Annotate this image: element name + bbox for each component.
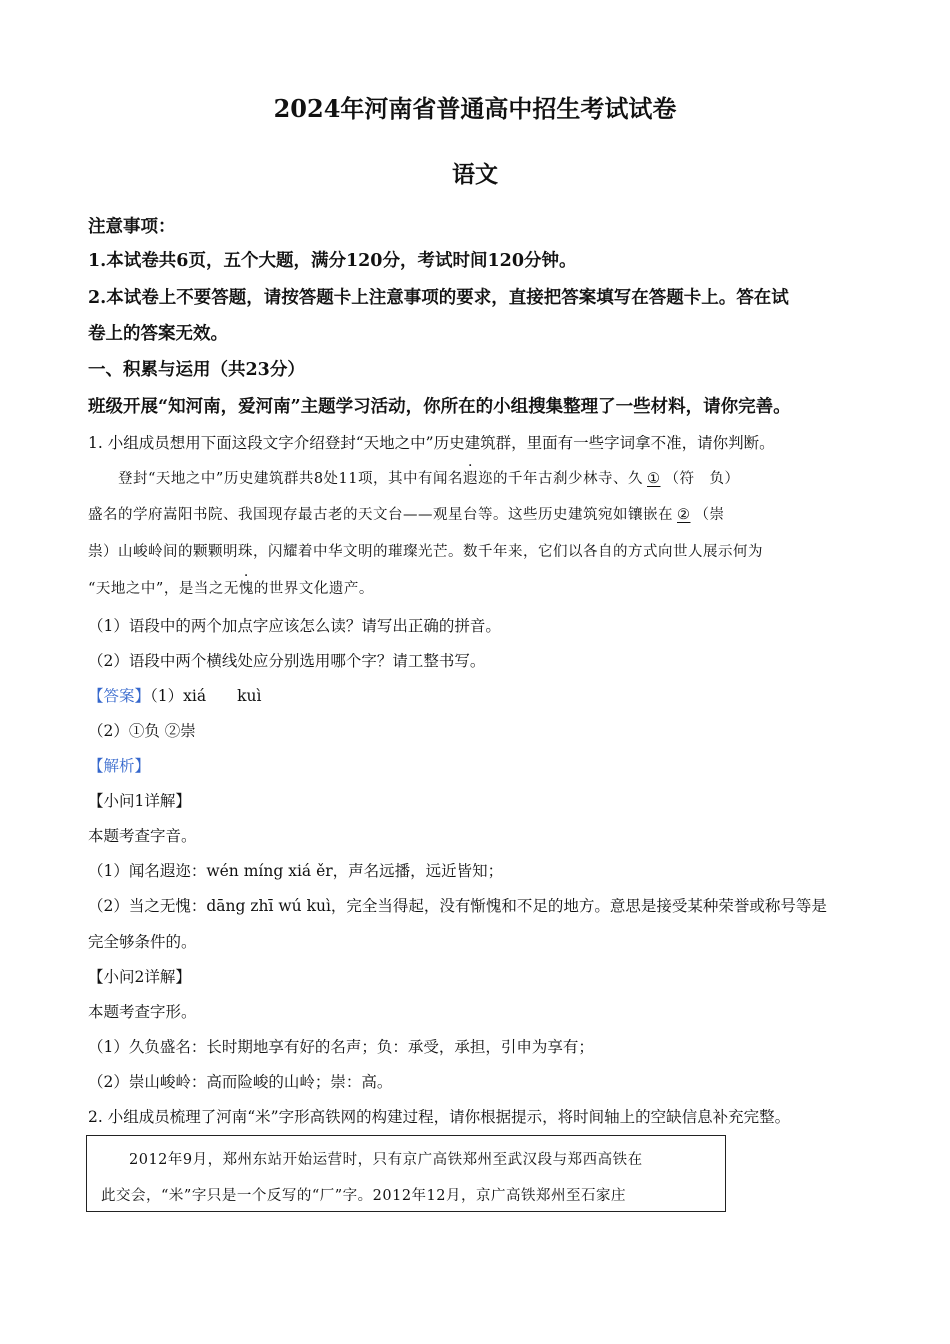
detail-1-b1: （2）当之无愧：dāng zhī wú kuì，完全当得起，没有惭愧和不足的地方。意思是接受某种荣誉或称号等是: [88, 897, 827, 915]
dotted-char: 愧: [238, 581, 254, 597]
answer-tag: 【答案】: [88, 687, 151, 705]
detail-1-tag: 【小问1详解】: [88, 792, 191, 810]
detail-2-tag: 【小问2详解】: [88, 968, 191, 986]
passage-text: 的世界文化遗产。: [253, 581, 374, 597]
passage-line-2: [88, 503, 725, 524]
passage-text: （崇: [694, 507, 725, 523]
detail-2-a: （1）久负盛名：长时期地享有好的名声；负：承受，承担，引申为享有；: [88, 1038, 594, 1056]
notice-item-2b: 卷上的答案无效。: [88, 324, 228, 344]
answer-line-1: [88, 684, 261, 706]
passage-line-3: 祟）山峻岭间的颗颗明珠，闪耀着中华文明的璀璨光芒。数千年来，它们以各自的方式向世人展示何为: [88, 544, 763, 560]
detail-1-a: （1）闻名遐迩：wén míng xiá ěr，声名远播，远近皆知；: [88, 862, 504, 880]
passage-text: “天地之中”，是当之无: [88, 581, 239, 597]
exam-title: 2024年河南省普通高中招生考试试卷: [273, 94, 677, 123]
passage-line-1: [118, 467, 740, 488]
passage-text: 盛名的学府嵩阳书院、我国现存最古老的天文台——观星台等。这些历史建筑宛如镶嵌在: [88, 507, 673, 523]
answer-text: （1）xiá kuì: [150, 687, 262, 705]
subject-title: 语文: [452, 161, 498, 188]
material-line-1: 2012年9月，郑州东站开始运营时，只有京广高铁郑州至武汉段与郑西高铁在: [129, 1152, 643, 1168]
dotted-char: 遐: [463, 471, 478, 487]
material-box: [86, 1135, 726, 1212]
notice-heading: 注意事项：: [88, 217, 176, 237]
notice-item-2a: 2.本试卷上不要答题，请按答题卡上注意事项的要求，直接把答案填写在答题卡上。答在试: [88, 288, 789, 308]
question-1-stem: 1. 小组成员想用下面这段文字介绍登封“天地之中”历史建筑群，里面有一些字词拿不准，请你判断。: [88, 434, 775, 452]
section-intro: 班级开展“知河南，爱河南”主题学习活动，你所在的小组搜集整理了一些材料，请你完善。: [88, 397, 791, 417]
notice-item-1: 1.本试卷共6页，五个大题，满分120分，考试时间120分钟。: [88, 251, 577, 271]
passage-line-4: [88, 577, 374, 598]
blank-1: ①: [647, 471, 661, 487]
section-heading: 一、积累与运用（共23分）: [88, 360, 305, 380]
detail-1-intro: 本题考查字音。: [88, 827, 197, 845]
sub-question-2: （2）语段中两个横线处应分别选用哪个字？请工整书写。: [88, 652, 486, 670]
detail-2-intro: 本题考查字形。: [88, 1003, 197, 1021]
detail-1-b2: 完全够条件的。: [88, 933, 197, 951]
answer-line-2: （2）①负 ②崇: [88, 722, 196, 740]
passage-text: （符 负）: [664, 471, 740, 487]
passage-text: 迩的千年古刹少林寺、久: [478, 471, 643, 487]
material-line-2: 此交会，“米”字只是一个反写的“厂”字。2012年12月，京广高铁郑州至石家庄: [101, 1188, 627, 1204]
blank-2: ②: [677, 507, 691, 523]
question-2-stem: 2. 小组成员梳理了河南“米”字形高铁网的构建过程，请你根据提示，将时间轴上的空缺信息补充完整。: [88, 1108, 791, 1126]
analysis-tag: 【解析】: [88, 757, 151, 775]
sub-question-1: （1）语段中的两个加点字应该怎么读？请写出正确的拼音。: [88, 617, 501, 635]
detail-2-b: （2）崇山峻岭：高而险峻的山岭；崇：高。: [88, 1073, 393, 1091]
passage-text: 登封“天地之中”历史建筑群共8处11项，其中有闻名: [118, 471, 463, 487]
